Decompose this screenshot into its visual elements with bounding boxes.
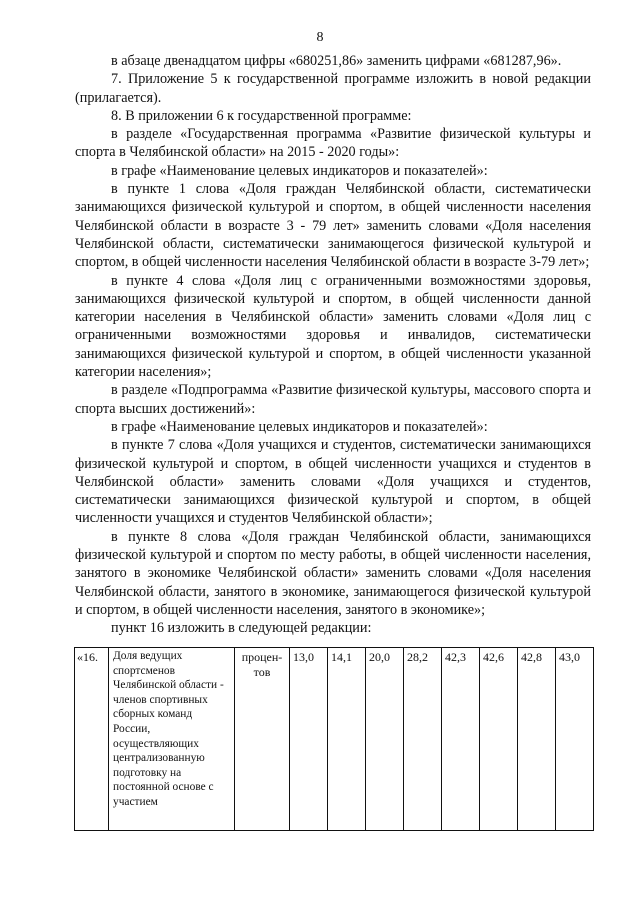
paragraph: пункт 16 изложить в следующей редакции:: [111, 620, 372, 637]
paragraph: в пункте 1 слова «Доля граждан Челябинской области, систематически занимающихся физической культурой и спортом, в общей численности населения Челябинской области в возрасте 3 - 79 лет» заменить словами «Доля населения Челябинской области, систематически занимающегося физической культурой и спортом, в общей численности населения Челябинской области в возрасте 3-79 лет»;: [75, 181, 591, 271]
paragraph: в абзаце двенадцатом цифры «680251,86» заменить цифрами «681287,96».: [111, 53, 562, 69]
paragraph: в пункте 7 слова «Доля учащихся и студентов, систематически занимающихся физической культурой и спортом, в общей численности учащихся и студентов в Челябинской области» заменить словами «Доля учащихся и студентов, систематически занимающихся физической культурой и спортом, в общей численности учащихся и студентов Челябинской области»;: [75, 437, 591, 527]
value-cell: 42,3: [442, 648, 480, 831]
paragraph: 8. В приложении 6 к государственной программе:: [111, 107, 412, 124]
value-cell: 42,6: [480, 648, 518, 831]
page-number: 8: [316, 30, 324, 45]
indicator-name-cell: Доля ведущих спортсменов Челябинской области - членов спортивных сборных команд России, осуществляющих централизованную подготовку на постоянной основе с участием: [109, 648, 235, 831]
table-row: [75, 648, 594, 831]
paragraph: 7. Приложение 5 к государственной программе изложить в новой редакции (прилагается).: [75, 71, 591, 106]
value-cell: 42,8: [518, 648, 556, 831]
value-cell: 28,2: [404, 648, 442, 831]
value-cell: 13,0: [290, 648, 328, 831]
paragraph: в разделе «Государственная программа «Развитие физической культуры и спорта в Челябинской области» на 2015 - 2020 годы»:: [75, 126, 591, 161]
value-cell: 14,1: [328, 648, 366, 831]
row-number-cell: «16.: [75, 648, 109, 831]
paragraph: в разделе «Подпрограмма «Развитие физической культуры, массового спорта и спорта высших достижений»:: [75, 382, 591, 417]
indicator-table: [74, 647, 594, 831]
value-cell: 20,0: [366, 648, 404, 831]
document-body: [75, 52, 591, 638]
paragraph: в графе «Наименование целевых индикаторов и показателей»:: [111, 418, 488, 435]
paragraph: в пункте 8 слова «Доля граждан Челябинской области, занимающихся физической культурой и спортом по месту работы, в общей численности населения, занятого в экономике Челябинской области» заменить словами «Доля населения Челябинской области, занятого в экономике, занимающегося физической культурой и спортом, в общей численности населения, занятого в экономике»;: [75, 528, 591, 618]
paragraph: в графе «Наименование целевых индикаторов и показателей»:: [111, 162, 488, 179]
paragraph: в пункте 4 слова «Доля лиц с ограниченными возможностями здоровья, занимающихся физической культурой и спортом, в общей численности данной категории населения в Челябинской области» заменить словами «Доля лиц с ограниченными возможностями здоровья и инвалидов, систематически занимающихся физической культурой и спортом, в общей численности указанной категории населения»;: [75, 272, 591, 381]
value-cell: 43,0: [556, 648, 594, 831]
unit-cell: процен-тов: [235, 648, 290, 831]
